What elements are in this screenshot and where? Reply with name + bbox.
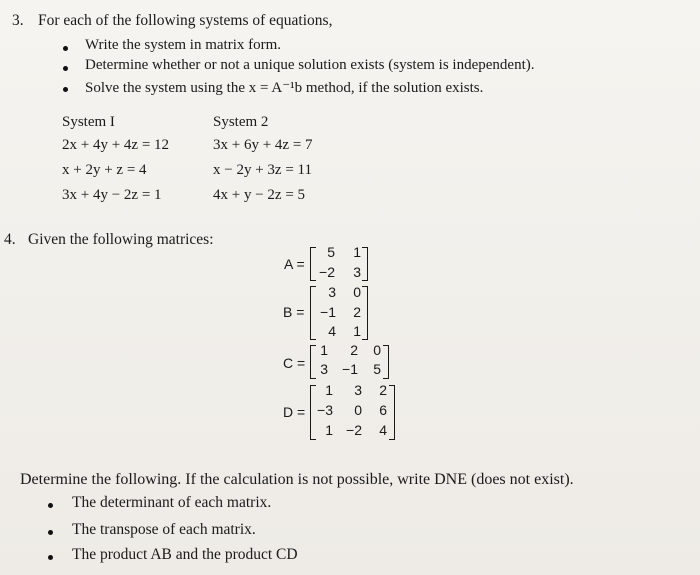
q4-number: 4. xyxy=(4,231,16,248)
matrix-cell: 4 xyxy=(328,323,336,339)
system-2-equation: x − 2y + 3z = 11 xyxy=(213,162,312,178)
q4-title: Given the following matrices: xyxy=(28,231,214,248)
system-1-equation: x + 2y + z = 4 xyxy=(62,162,147,178)
bullet-dot xyxy=(63,46,68,51)
matrix-cell: 3 xyxy=(354,382,362,398)
matrix-cell: 1 xyxy=(353,244,361,260)
system-2-title: System 2 xyxy=(213,114,269,130)
q3-number: 3. xyxy=(12,12,24,29)
matrix-cell: −2 xyxy=(346,422,362,438)
system-2-equation: 4x + y − 2z = 5 xyxy=(213,187,306,203)
matrix-cell: 0 xyxy=(354,402,362,418)
matrix-cell: 1 xyxy=(353,323,361,339)
matrix-b-label: B = xyxy=(283,304,305,320)
matrix-cell: 0 xyxy=(353,284,361,300)
right-bracket xyxy=(362,247,368,281)
bullet-dot xyxy=(48,530,53,535)
matrix-c-label: C = xyxy=(283,355,306,371)
bullet-dot xyxy=(48,555,53,560)
matrix-cell: 0 xyxy=(373,342,381,358)
matrix-cell: 2 xyxy=(379,382,387,398)
matrix-cell: 5 xyxy=(327,244,335,260)
q4-bullet-3: The product AB and the product CD xyxy=(72,546,298,563)
matrix-cell: 6 xyxy=(379,402,387,418)
q4-bullet-2: The transpose of each matrix. xyxy=(72,521,256,538)
matrix-cell: −2 xyxy=(319,264,335,280)
matrix-cell: 4 xyxy=(379,422,387,438)
matrix-cell: 2 xyxy=(353,304,361,320)
q4-instruction: Determine the following. If the calculation is not possible, write DNE (does not exist). xyxy=(20,471,574,488)
bullet-dot xyxy=(48,503,53,508)
matrix-cell: 2 xyxy=(350,342,358,358)
system-1-equation: 2x + 4y + 4z = 12 xyxy=(62,137,170,153)
bullet-dot xyxy=(63,87,68,92)
system-1-equation: 3x + 4y − 2z = 1 xyxy=(62,187,162,203)
q3-bullet-3: Solve the system using the x = A⁻¹b method, if the solution exists. xyxy=(85,80,484,96)
matrix-cell: 3 xyxy=(328,284,336,300)
right-bracket xyxy=(362,286,368,340)
system-2-equation: 3x + 6y + 4z = 7 xyxy=(213,137,313,153)
q4-bullet-1: The determinant of each matrix. xyxy=(72,494,272,511)
system-1-title: System I xyxy=(62,114,115,130)
bullet-dot xyxy=(63,66,68,71)
matrix-cell: −1 xyxy=(342,361,358,377)
matrix-cell: 1 xyxy=(325,382,333,398)
matrix-cell: 3 xyxy=(353,264,361,280)
matrix-a-label: A = xyxy=(284,256,305,272)
matrix-cell: −3 xyxy=(317,402,333,418)
matrix-cell: 5 xyxy=(373,361,381,377)
right-bracket xyxy=(389,385,395,440)
matrix-cell: 3 xyxy=(320,361,328,377)
right-bracket xyxy=(383,345,389,379)
matrix-cell: 1 xyxy=(325,422,333,438)
matrix-cell: −1 xyxy=(320,304,336,320)
q3-title: For each of the following systems of equations, xyxy=(38,12,333,29)
q3-bullet-2: Determine whether or not a unique solution exists (system is independent). xyxy=(85,57,535,73)
q3-bullet-1: Write the system in matrix form. xyxy=(85,37,282,53)
matrix-cell: 1 xyxy=(320,342,328,358)
matrix-d-label: D = xyxy=(283,404,306,420)
